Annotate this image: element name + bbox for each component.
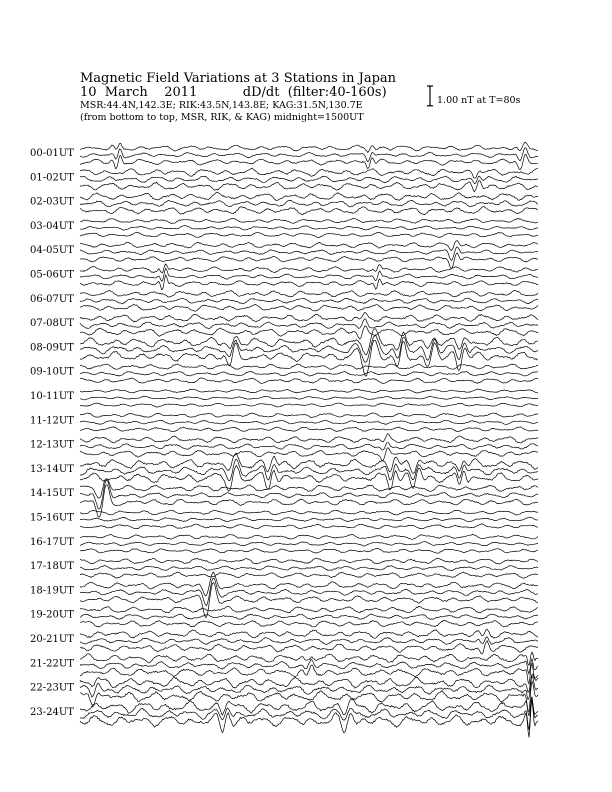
trace-MSR: [80, 448, 538, 461]
hour-row-08-09UT: [30, 329, 538, 376]
hour-row-07-08UT: [30, 312, 538, 339]
trace-KAG: [80, 364, 538, 370]
hour-row-14-15UT: [30, 479, 538, 517]
hour-row-17-18UT: [30, 558, 538, 578]
hour-row-05-06UT: [30, 264, 538, 290]
hour-row-16-17UT: [30, 534, 538, 553]
trace-RIK: [80, 226, 538, 231]
hour-label: 13-14UT: [30, 463, 74, 475]
hour-label: 18-19UT: [30, 585, 74, 597]
trace-MSR: [80, 180, 538, 191]
trace-MSR: [80, 548, 538, 553]
hour-row-11-12UT: [30, 413, 538, 432]
hour-label: 15-16UT: [30, 512, 74, 524]
trace-KAG: [80, 218, 538, 223]
hour-row-20-21UT: [30, 629, 538, 654]
trace-MSR: [80, 253, 538, 269]
trace-RIK: [80, 420, 538, 424]
trace-RIK: [80, 371, 538, 376]
trace-KAG: [80, 479, 538, 498]
hour-row-15-16UT: [30, 510, 538, 529]
hour-rows: [30, 142, 538, 737]
hour-row-06-07UT: [30, 290, 538, 311]
hour-label: 10-11UT: [30, 391, 74, 402]
hour-label: 01-02UT: [30, 172, 74, 184]
trace-MSR: [80, 207, 538, 215]
hour-label: 22-23UT: [30, 682, 74, 694]
hour-row-22-23UT: [30, 674, 538, 711]
trace-KAG: [80, 142, 538, 153]
hour-label: 16-17UT: [30, 536, 74, 548]
trace-MSR: [80, 378, 538, 384]
trace-RIK: [80, 637, 538, 645]
trace-KAG: [80, 290, 538, 297]
trace-RIK: [80, 459, 538, 480]
trace-RIK: [80, 480, 538, 509]
trace-RIK: [80, 319, 538, 329]
scale-bar-label: 1.00 nT at T=80s: [437, 95, 521, 106]
hour-label: 09-10UT: [30, 366, 74, 378]
hour-row-18-19UT: [30, 572, 538, 617]
trace-KAG: [80, 312, 538, 322]
hour-label: 17-18UT: [30, 561, 74, 573]
trace-RIK: [80, 659, 538, 674]
trace-RIK: [80, 542, 538, 546]
chart-title: Magnetic Field Variations at 3 Stations in Japan: [80, 71, 397, 86]
hour-row-19-20UT: [30, 606, 538, 627]
trace-KAG: [80, 264, 538, 273]
trace-KAG: [80, 413, 538, 418]
hour-row-01-02UT: [30, 168, 538, 192]
trace-KAG: [80, 510, 538, 515]
trace-order-note: (from bottom to top, MSR, RIK, & KAG) midnight=1500UT: [80, 112, 364, 123]
hour-label: 00-01UT: [30, 148, 74, 159]
trace-MSR: [80, 427, 538, 432]
hour-row-04-05UT: [30, 241, 538, 269]
hour-label: 14-15UT: [30, 488, 74, 500]
hour-row-09-10UT: [30, 364, 538, 384]
trace-MSR: [80, 304, 538, 311]
hour-row-00-01UT: [30, 142, 538, 170]
hour-label: 19-20UT: [30, 609, 74, 621]
hour-label: 12-13UT: [30, 439, 74, 451]
trace-MSR: [80, 466, 538, 492]
hour-row-02-03UT: [30, 193, 538, 215]
hour-label: 11-12UT: [30, 415, 74, 427]
trace-RIK: [80, 566, 538, 571]
trace-KAG: [80, 434, 538, 443]
chart-subtitle: 10 March 2011 dD/dt (filter:40-160s): [80, 85, 387, 100]
station-coordinates: MSR:44.4N,142.3E; RIK:43.5N,143.8E; KAG:31.5N,130.7E: [80, 100, 363, 111]
hour-label: 03-04UT: [30, 220, 74, 232]
trace-RIK: [80, 517, 538, 522]
hour-label: 04-05UT: [30, 245, 74, 257]
trace-KAG: [80, 558, 538, 564]
hour-label: 21-22UT: [30, 658, 74, 670]
hour-label: 06-07UT: [30, 293, 74, 305]
trace-MSR: [80, 524, 538, 529]
trace-KAG: [80, 629, 538, 638]
trace-KAG: [80, 606, 538, 613]
hour-row-23-24UT: [30, 697, 538, 738]
hour-label: 08-09UT: [30, 342, 74, 354]
hour-label: 05-06UT: [30, 269, 74, 281]
trace-KAG: [80, 241, 538, 251]
trace-RIK: [80, 443, 538, 450]
trace-RIK: [80, 298, 538, 304]
trace-KAG: [80, 193, 538, 201]
hour-row-03-04UT: [30, 218, 538, 237]
trace-MSR: [80, 403, 538, 407]
trace-MSR: [80, 681, 538, 711]
hour-label: 23-24UT: [30, 706, 74, 718]
trace-RIK: [80, 396, 538, 400]
scale-bar: [427, 86, 433, 106]
hour-label: 07-08UT: [30, 318, 74, 330]
trace-KAG: [80, 168, 538, 178]
trace-MSR: [80, 620, 538, 627]
hour-row-10-11UT: [30, 389, 538, 407]
trace-MSR: [80, 155, 538, 170]
hour-label: 02-03UT: [30, 196, 74, 208]
trace-MSR: [80, 572, 538, 578]
trace-KAG: [80, 534, 538, 539]
trace-RIK: [80, 148, 538, 162]
trace-KAG: [80, 572, 538, 596]
hour-row-12-13UT: [30, 434, 538, 461]
trace-MSR: [80, 641, 538, 654]
trace-RIK: [80, 614, 538, 620]
trace-RIK: [80, 200, 538, 207]
trace-MSR: [80, 232, 538, 237]
trace-MSR: [80, 326, 538, 339]
hour-label: 20-21UT: [30, 634, 74, 645]
trace-RIK: [80, 578, 538, 605]
trace-MSR: [80, 701, 538, 738]
trace-KAG: [80, 389, 538, 393]
